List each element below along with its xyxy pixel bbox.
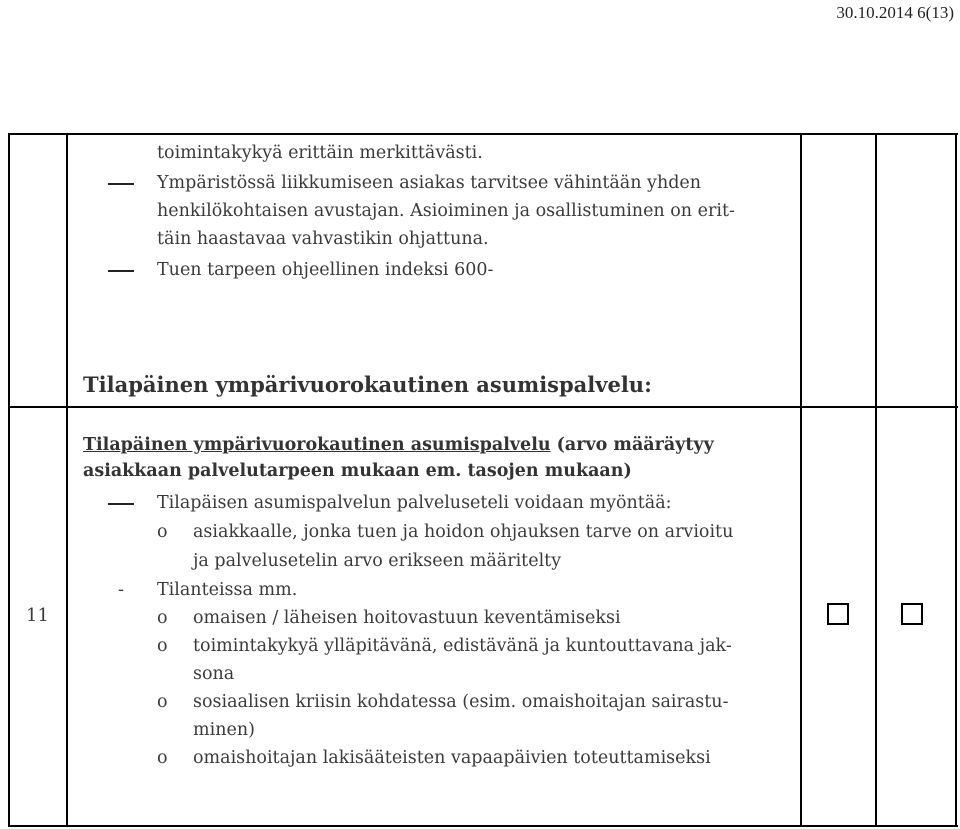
dash-bullet: [108, 270, 134, 272]
checkbox-1[interactable]: [827, 603, 849, 625]
section1-item1-line2: henkilökohtaisen avustajan. Asioiminen ja osallistuminen on erit-: [157, 201, 735, 221]
header-date-page: 30.10.2014 6(13): [836, 3, 954, 22]
col-divider-check1: [875, 133, 877, 827]
section1-item1-line3: täin haastavaa vahvastikin ohjattuna.: [157, 229, 489, 249]
circle-bullet: o: [157, 748, 168, 768]
col-divider-number: [66, 133, 68, 827]
section1-item1-line1: Ympäristössä liikkumiseen asiakas tarvitsee vähintään yhden: [157, 173, 702, 193]
section2-sub4-line1: sosiaalisen kriisin kohdatessa (esim. omaishoitajan sairastu-: [193, 692, 729, 712]
table-right-border: [955, 133, 957, 827]
section2-item2: Tilanteissa mm.: [157, 580, 298, 600]
section1-line1: toimintakykyä erittäin merkittävästi.: [157, 143, 483, 163]
checkbox-2[interactable]: [901, 603, 923, 625]
hyphen-bullet: -: [118, 580, 124, 600]
col-divider-content: [800, 133, 802, 827]
section2-item1: Tilapäisen asumispalvelun palveluseteli voidaan myöntää:: [157, 493, 672, 513]
section2-sub1-line1: asiakkaalle, jonka tuen ja hoidon ohjauksen tarve on arvioitu: [193, 522, 734, 542]
row-divider: [8, 406, 958, 408]
section1-item2: Tuen tarpeen ohjeellinen indeksi 600-: [157, 260, 494, 280]
section2-bold-line2: asiakkaan palvelutarpeen mukaan em. tasojen mukaan): [83, 461, 632, 481]
section2-heading: Tilapäinen ympärivuorokautinen asumispalvelu:: [83, 372, 652, 397]
section2-sub1-line2: ja palvelusetelin arvo erikseen määritelty: [193, 551, 562, 571]
section2-bold-rest: (arvo määräytyy: [550, 435, 714, 455]
section2-sub4-line2: minen): [193, 720, 255, 740]
circle-bullet: o: [157, 522, 168, 542]
table-bottom-border: [8, 825, 958, 827]
circle-bullet: o: [157, 636, 168, 656]
circle-bullet: o: [157, 608, 168, 628]
section2-sub3-line1: toimintakykyä ylläpitävänä, edistävänä ja kuntouttavana jak-: [193, 636, 732, 656]
section2-bold-underlined: Tilapäinen ympärivuorokautinen asumispalvelu: [83, 435, 551, 455]
circle-bullet: o: [157, 692, 168, 712]
table-left-border: [8, 133, 10, 827]
section2-sub2: omaisen / läheisen hoitovastuun keventämiseksi: [193, 608, 621, 628]
dash-bullet: [108, 183, 134, 185]
row-number: 11: [26, 605, 49, 626]
dash-bullet: [108, 503, 134, 505]
section2-sub5: omaishoitajan lakisääteisten vapaapäivien toteuttamiseksi: [193, 748, 711, 768]
table-top-border: [8, 133, 958, 135]
section2-bold-line1: [83, 432, 714, 458]
section2-sub3-line2: sona: [193, 664, 235, 684]
